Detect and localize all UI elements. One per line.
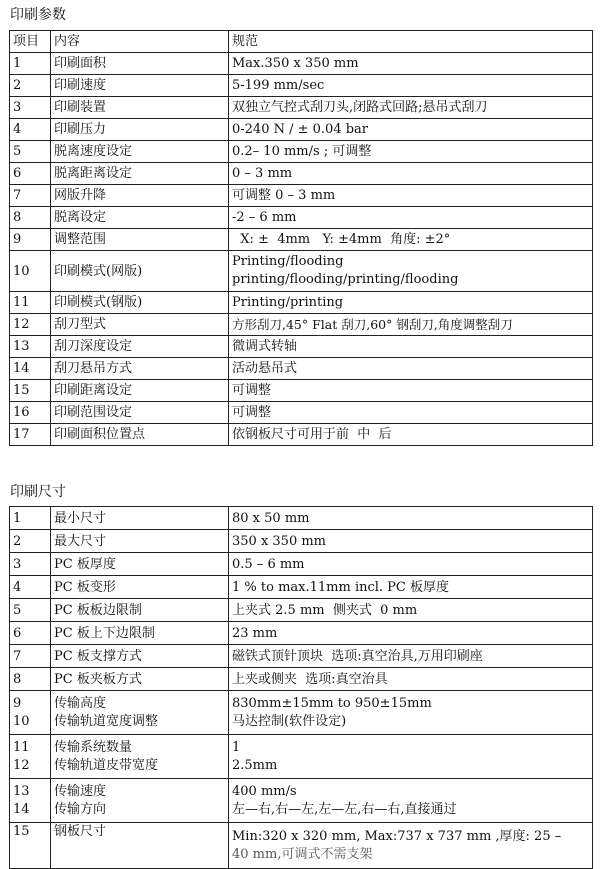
row-num-line: 14 [13,801,30,817]
row-spec: 依钢板尺寸可用于前 中 后 [229,424,593,446]
row-spec: 上夹式 2.5 mm 侧夹式 0 mm [229,599,593,622]
table-row [10,622,593,645]
row-spec: 1 % to max.11mm incl. PC 板厚度 [229,576,593,599]
row-spec [229,735,593,779]
row-spec-line: 马达控制(软件设定) [232,713,347,729]
row-spec: 23 mm [229,622,593,645]
table-header-row [10,31,593,53]
row-item: PC 板板边限制 [51,599,229,622]
row-num: 1 [10,507,51,530]
header-spec: 规范 [229,31,593,53]
row-num: 4 [10,576,51,599]
row-spec: 0.2– 10 mm/s ; 可调整 [229,141,593,163]
row-num [10,779,51,823]
row-spec-line: 1 [232,739,241,755]
row-item: 钢板尺寸 [51,823,229,869]
row-num: 15 [10,823,51,869]
table-row [10,530,593,553]
row-num: 17 [10,424,51,446]
row-num: 7 [10,645,51,668]
row-item-line: 传输轨道宽度调整 [54,713,159,729]
row-item: 印刷速度 [51,75,229,97]
row-num: 13 [10,336,51,358]
table-row [10,119,593,141]
table-row [10,53,593,75]
row-item [51,735,229,779]
row-num: 16 [10,402,51,424]
table-row [10,402,593,424]
row-spec: Printing/printing [229,292,593,314]
row-num: 4 [10,119,51,141]
row-num: 6 [10,163,51,185]
row-item: PC 板变形 [51,576,229,599]
row-spec: X: ± 4mm Y: ±4mm 角度: ±2° [229,229,593,251]
row-item: 脱离距离设定 [51,163,229,185]
row-item: 脱离速度设定 [51,141,229,163]
row-spec: 可调整 0 – 3 mm [229,185,593,207]
table-row [10,507,593,530]
row-item: PC 板上下边限制 [51,622,229,645]
row-num-line: 9 [13,695,22,711]
row-num [10,735,51,779]
row-item: 最小尺寸 [51,507,229,530]
row-num: 3 [10,553,51,576]
row-num: 10 [10,251,51,292]
row-num: 15 [10,380,51,402]
row-spec: 活动悬吊式 [229,358,593,380]
row-item: 印刷面积 [51,53,229,75]
row-spec-line: 2.5mm [232,757,278,773]
row-item-line: 传输系统数量 [54,739,133,755]
row-num: 14 [10,358,51,380]
row-spec-line: printing/flooding/printing/flooding [232,272,459,287]
table-row [10,97,593,119]
row-item: 印刷装置 [51,97,229,119]
row-num: 5 [10,141,51,163]
row-spec-line: Printing/flooding [232,254,344,269]
row-spec-line: 400 mm/s [232,783,297,799]
row-item-line: 传输速度 [54,783,107,799]
row-num-line: 11 [13,739,30,755]
table-row [10,292,593,314]
row-item: 脱离设定 [51,207,229,229]
table-row [10,735,593,779]
row-spec: 微调式转轴 [229,336,593,358]
table-row [10,823,593,869]
table-row [10,336,593,358]
row-item: 最大尺寸 [51,530,229,553]
row-spec: 80 x 50 mm [229,507,593,530]
row-item: 印刷压力 [51,119,229,141]
header-item: 项目 [10,31,51,53]
row-num: 6 [10,622,51,645]
section-title-print-size: 印刷尺寸 [10,484,66,500]
row-num: 5 [10,599,51,622]
row-spec: 方形刮刀,45° Flat 刮刀,60° 钢刮刀,角度调整刮刀 [229,314,593,336]
table-row [10,314,593,336]
row-spec: 0-240 N / ± 0.04 bar [229,119,593,141]
row-num-line: 12 [13,757,30,773]
table-row [10,668,593,691]
table-row [10,141,593,163]
row-item: 网版升降 [51,185,229,207]
row-num: 3 [10,97,51,119]
row-spec [229,779,593,823]
header-content: 内容 [51,31,229,53]
row-spec-line: 左—右,右—左,左—左,右—右,直接通过 [232,801,457,817]
row-item [51,779,229,823]
row-item: 印刷面积位置点 [51,424,229,446]
row-spec: 5-199 mm/sec [229,75,593,97]
row-item: 刮刀悬吊方式 [51,358,229,380]
row-item: 印刷模式(钢版) [51,292,229,314]
row-spec: 可调整 [229,380,593,402]
table-row [10,424,593,446]
row-spec-line: 40 mm,可调式不需支架 [232,846,373,862]
row-spec: 可调整 [229,402,593,424]
row-item [51,691,229,735]
section-title-print-params: 印刷参数 [10,7,66,23]
row-item: 刮刀深度设定 [51,336,229,358]
row-spec [229,823,593,869]
table-row [10,207,593,229]
print-params-table [9,30,593,446]
row-item: 刮刀型式 [51,314,229,336]
row-item: 印刷范围设定 [51,402,229,424]
table-row [10,645,593,668]
row-item: 印刷模式(网版) [51,251,229,292]
table-row [10,576,593,599]
row-num [10,691,51,735]
row-num-line: 13 [13,783,30,799]
row-item-line: 传输高度 [54,695,107,711]
row-spec: 磁铁式顶针顶块 选项:真空治具,万用印刷座 [229,645,593,668]
row-spec-line: Min:320 x 320 mm, Max:737 x 737 mm ,厚度: 25 – [232,828,562,844]
row-spec: 0.5 – 6 mm [229,553,593,576]
row-num: 9 [10,229,51,251]
table-row [10,779,593,823]
table-row [10,163,593,185]
print-size-table [9,506,593,869]
table-row [10,75,593,97]
row-num: 2 [10,75,51,97]
row-spec: 双独立气控式刮刀头,闭路式回路;悬吊式刮刀 [229,97,593,119]
row-item: 调整范围 [51,229,229,251]
table-row [10,691,593,735]
row-spec [229,251,593,292]
row-num: 2 [10,530,51,553]
row-spec: Max.350 x 350 mm [229,53,593,75]
row-item: PC 板厚度 [51,553,229,576]
row-spec [229,691,593,735]
row-num: 11 [10,292,51,314]
table-row [10,380,593,402]
table-row [10,185,593,207]
row-spec: 350 x 350 mm [229,530,593,553]
row-num: 8 [10,207,51,229]
table-row [10,251,593,292]
table-row [10,599,593,622]
row-spec-line: 830mm±15mm to 950±15mm [232,695,432,711]
row-spec: 0 – 3 mm [229,163,593,185]
row-num-line: 10 [13,713,30,729]
row-num: 12 [10,314,51,336]
row-spec: -2 – 6 mm [229,207,593,229]
row-num: 1 [10,53,51,75]
row-spec: 上夹或侧夹 选项:真空治具 [229,668,593,691]
table-row [10,553,593,576]
row-item-line: 传输方向 [54,801,107,817]
table-row [10,358,593,380]
table-row [10,229,593,251]
row-num: 8 [10,668,51,691]
row-item: PC 板夹板方式 [51,668,229,691]
row-num: 7 [10,185,51,207]
row-item: 印刷距离设定 [51,380,229,402]
row-item-line: 传输轨道皮带宽度 [54,757,159,773]
row-item: PC 板支撑方式 [51,645,229,668]
